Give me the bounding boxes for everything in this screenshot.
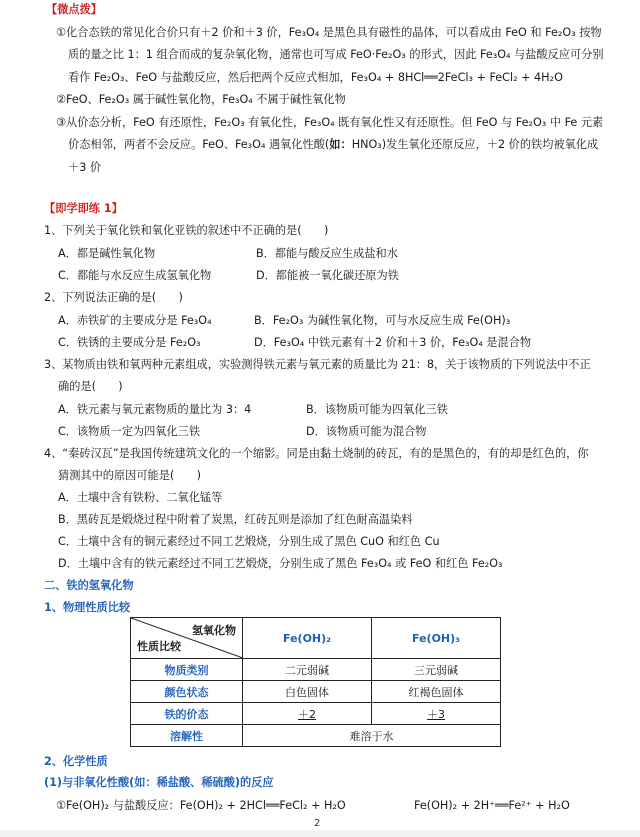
equation-molecular: Fe(OH)₂ + 2HCl══FeCl₂ + H₂O	[179, 799, 346, 812]
q3-option-c: C．该物质一定为四氧化三铁	[58, 425, 201, 438]
tips-p3-line2-a: 价态相邻，两者不会反应。FeO、Fe₃O₄ 遇氧化性酸(	[68, 138, 330, 151]
equation-intro: ①Fe(OH)₂ 与盐酸反应：	[56, 799, 180, 812]
tips-p3-line2-b: 如：	[329, 138, 352, 151]
row-label: 铁的价态	[131, 703, 243, 725]
valence-value: ＋3	[427, 707, 445, 721]
page-number: 2	[314, 818, 321, 829]
q3-option-d: D．该物质可能为混合物	[306, 425, 427, 438]
row-label: 物质类别	[131, 659, 243, 681]
tips-p3-line2	[68, 139, 598, 150]
tips-p3-line3: ＋3 价	[68, 161, 102, 174]
row-label: 溶解性	[131, 725, 243, 747]
cell-value: 白色固体	[243, 681, 372, 703]
tips-p3-line1: ③从价态分析，FeO 有还原性，Fe₂O₃ 有氧化性，Fe₃O₄ 既有氧化性又有还原性。但 FeO 与 Fe₂O₃ 中 Fe 元素	[56, 116, 604, 129]
table-header-row	[131, 618, 501, 659]
question-1: 1、下列关于氧化铁和氧化亚铁的叙述中不正确的是( )	[44, 224, 329, 237]
corner-bottom-label: 性质比较	[137, 640, 181, 653]
question-4-line1: 4、“秦砖汉瓦”是我国传统建筑文化的一个缩影。同是由黏土烧制的砖瓦，有的是黑色的，有的却是红色的，你	[44, 447, 589, 460]
table-row	[131, 725, 501, 747]
page-bottom-strip	[0, 830, 640, 837]
cell-value: 二元弱碱	[243, 659, 372, 681]
cell-value: 三元弱碱	[372, 659, 501, 681]
cell-value	[243, 703, 372, 725]
q1-option-a: A．都是碱性氧化物	[58, 247, 156, 260]
q3-option-b: B．该物质可能为四氧化三铁	[306, 403, 448, 416]
cell-value: 红褐色固体	[372, 681, 501, 703]
practice-title: 【即学即练 1】	[44, 202, 123, 215]
q1-option-d: D．都能被一氧化碳还原为铁	[256, 269, 399, 282]
q2-option-d: D．Fe₃O₄ 中铁元素有＋2 价和＋3 价，Fe₃O₄ 是混合物	[254, 336, 532, 349]
valence-value: ＋2	[298, 707, 316, 721]
section2-subtitle-chemical: 2、化学性质	[44, 755, 108, 768]
q1-option-c: C．都能与水反应生成氢氧化物	[58, 269, 212, 282]
tips-p1-line3: 看作 Fe₂O₃、FeO 与盐酸反应，然后把两个反应式相加，Fe₃O₄ + 8HCl══2FeCl₃ + FeCl₂ + 4H₂O	[68, 71, 563, 84]
table-row	[131, 659, 501, 681]
q4-option-a: A．土壤中含有铁粉、二氧化锰等	[58, 491, 223, 504]
tips-p1-line1: ①化合态铁的常见化合价只有＋2 价和＋3 价，Fe₃O₄ 是黑色具有磁性的晶体，可以看成由 FeO 和 Fe₂O₃ 按物	[56, 26, 602, 39]
q4-option-d: D．土壤中含有的铁元素经过不同工艺煅烧，分别生成了黑色 Fe₃O₄ 或 FeO 和红色 Fe₂O₃	[58, 557, 503, 570]
q2-option-c: C．铁锈的主要成分是 Fe₂O₃	[58, 336, 201, 349]
cell-value	[372, 703, 501, 725]
q1-option-b: B．都能与酸反应生成盐和水	[256, 247, 398, 260]
section2-subtitle-physical: 1、物理性质比较	[44, 601, 131, 614]
header-feoh2: Fe(OH)₂	[243, 618, 372, 659]
q2-option-a: A．赤铁矿的主要成分是 Fe₃O₄	[58, 314, 212, 327]
tips-p3-line2-c: HNO₃)发生氧化还原反应，＋2 价的铁均被氧化成	[351, 138, 599, 151]
properties-table	[130, 617, 501, 747]
q4-option-c: C．土壤中含有的铜元素经过不同工艺煅烧，分别生成了黑色 CuO 和红色 Cu	[58, 535, 440, 548]
question-2: 2、下列说法正确的是( )	[44, 291, 183, 304]
cell-value: 难溶于水	[243, 725, 501, 747]
table-row	[131, 703, 501, 725]
question-4-line2: 猜测其中的原因可能是( )	[58, 469, 201, 482]
table-corner-cell	[131, 618, 243, 659]
question-3-line2: 确的是( )	[58, 380, 123, 393]
tips-title: 【微点拨】	[46, 3, 102, 16]
tips-p2: ②FeO、Fe₂O₃ 属于碱性氧化物，Fe₃O₄ 不属于碱性氧化物	[56, 93, 346, 106]
section2-subtitle-acid-reaction: (1)与非氧化性酸(如：稀盐酸、稀硫酸)的反应	[44, 776, 274, 789]
corner-top-label: 氢氧化物	[192, 624, 236, 637]
header-feoh3: Fe(OH)₃	[372, 618, 501, 659]
q2-option-b: B．Fe₂O₃ 为碱性氧化物，可与水反应生成 Fe(OH)₃	[254, 314, 511, 327]
tips-p1-line2: 质的量之比 1：1 组合而成的复杂氧化物，通常也可写成 FeO·Fe₂O₃ 的形式，因此 Fe₃O₄ 与盐酸反应可分别	[68, 48, 604, 61]
table-row	[131, 681, 501, 703]
q4-option-b: B．黑砖瓦是煅烧过程中附着了炭黑，红砖瓦则是添加了红色耐高温染料	[58, 513, 413, 526]
equation-line	[56, 800, 346, 811]
equation-ionic: Fe(OH)₂ + 2H⁺══Fe²⁺ + H₂O	[414, 799, 570, 812]
row-label: 颜色状态	[131, 681, 243, 703]
q3-option-a: A．铁元素与氧元素物质的量比为 3：4	[58, 403, 252, 416]
section2-title: 二、铁的氢氧化物	[44, 579, 134, 592]
question-3-line1: 3、某物质由铁和氧两种元素组成，实验测得铁元素与氧元素的质量比为 21：8，关于该物质的下列说法中不正	[44, 358, 591, 371]
